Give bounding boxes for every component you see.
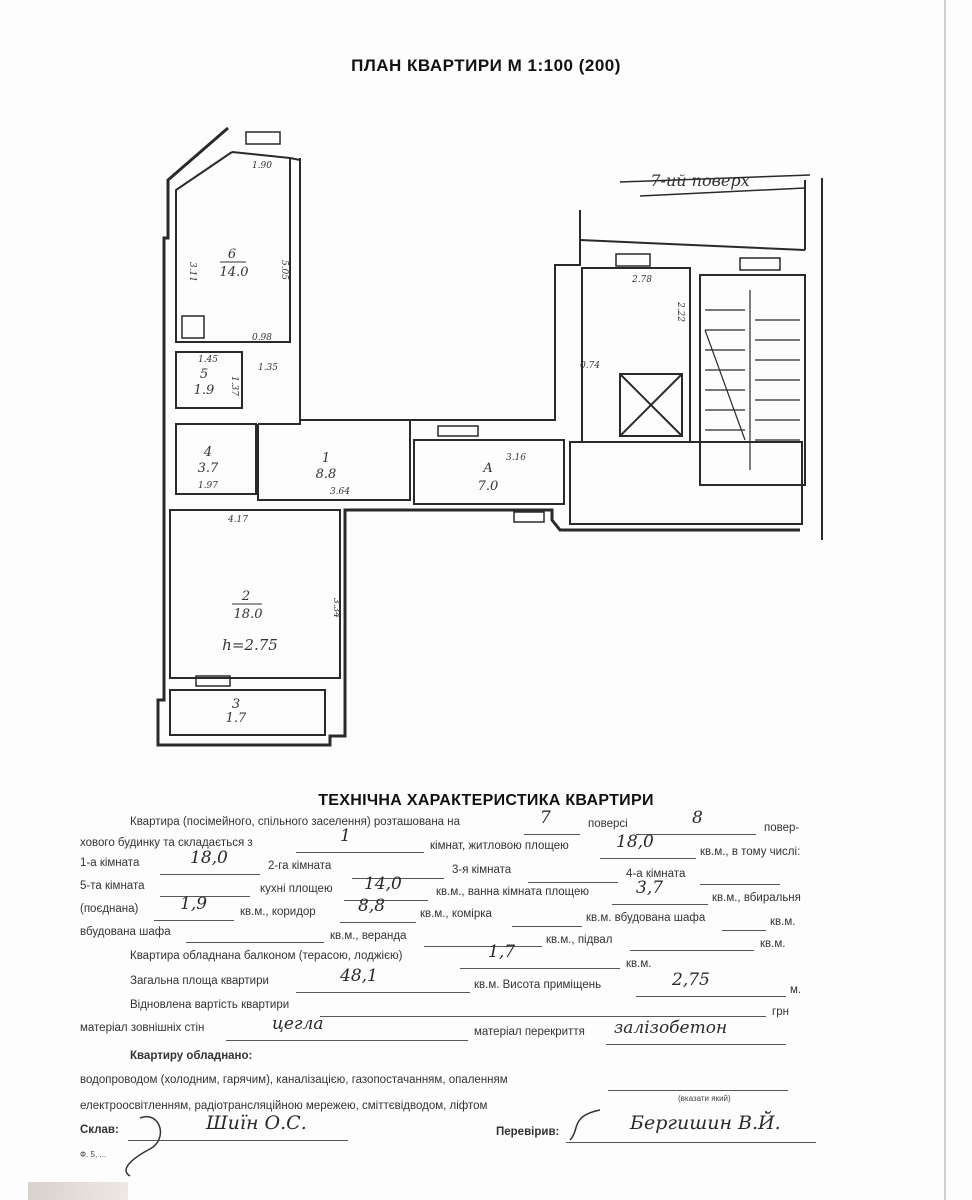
room-a-area: 7.0 [477,479,499,494]
dim-label: 0.74 [579,361,601,371]
line7-text-a: Квартира обладнана балконом (терасою, лоджією) [130,950,403,962]
line8-text-c: м. [790,984,802,996]
living-area-value: 18,0 [616,832,654,852]
dim-label: 3.34 [331,597,341,619]
room-a-number: А [483,461,493,476]
line5-text-d: кв.м. вбудована шафа [586,912,706,924]
dim-label: 2.78 [631,275,653,285]
line6-text-b: кв.м., веранда [330,930,407,942]
height-field [636,980,786,997]
checker-label: Перевірив: [496,1126,560,1138]
balcony-value: 1,7 [488,942,516,962]
line4-text-d: кв.м., вбиральня [712,892,801,904]
line9-text-a: Відновлена вартість квартири [130,999,290,1011]
balcony-field [460,952,620,969]
author-signature: Шиїн О.С. [206,1112,307,1134]
line10-text-a: матеріал зовнішніх стін [80,1022,205,1034]
dim-label: 3.11 [187,261,197,283]
rooms-count-value: 1 [340,826,351,846]
total-area-value: 48,1 [340,966,378,986]
dim-label: 1.97 [197,481,219,491]
plan-title: ПЛАН КВАРТИРИ М 1:100 (200) [351,56,621,75]
line3-text-a: 1-а кімната [80,857,140,869]
line5-text-c: кв.м., комірка [420,908,492,920]
dim-label: 0.98 [251,333,273,343]
room-2-number: 2 [241,589,251,604]
signature-strokes [100,1100,660,1180]
dim-label: 1.90 [251,161,273,171]
line4-text-c: кв.м., ванна кімната площею [436,886,590,898]
kitchen-value: 14,0 [364,874,402,894]
equipped-heading: Квартиру обладнано: [130,1050,253,1062]
basement-field [630,934,754,951]
line6-text-c: кв.м., підвал [546,934,613,946]
line1-text-a: Квартира (посімейного, спільного заселення) розташована на [130,816,461,828]
corridor-value: 8,8 [358,896,386,916]
walls-field [226,1024,468,1041]
line10-text-b: матеріал перекриття [474,1026,585,1038]
room-1-number: 1 [321,451,331,466]
walls-value: цегла [272,1014,324,1034]
dim-label: 3.16 [505,453,527,463]
line3-text-b: 2-га кімната [268,860,332,872]
line2-text-a: хового будинку та складається з [80,837,253,849]
dim-label: 2.22 [675,301,685,323]
toilet-value: 1,9 [180,894,208,914]
line3-text-d: 4-а кімната [626,868,686,880]
dim-label: 5.05 [279,259,289,281]
floor-note: 7-ий поверх [650,171,750,190]
room-1-area: 8.8 [315,467,337,482]
line1-text-b: поверсі [588,818,628,830]
room-4-area: 3.7 [197,461,219,476]
room3-field [528,866,618,883]
room-3-number: 3 [231,697,241,712]
line4-text-b: кухні площею [260,883,333,895]
height-value: 2,75 [672,970,710,990]
room-5-number: 5 [199,367,209,382]
bathroom-value: 3,7 [636,878,664,898]
line5-text-b: кв.м., коридор [240,906,316,918]
floors-total-value: 8 [692,808,703,828]
floor-field [524,818,580,835]
line6-text-a: вбудована шафа [80,926,171,938]
line5-text-e: кв.м. [770,916,796,928]
line5-text-a: (поєднана) [80,903,139,915]
line2-text-c: кв.м., в тому числі: [700,846,801,858]
characteristics-title: ТЕХНІЧНА ХАРАКТЕРИСТИКА КВАРТИРИ [318,792,654,809]
line3-text-c: 3-я кімната [452,864,512,876]
utilities-text-2: електроосвітленням, радіотрансляційною мережею, сміттєвідводом, ліфтом [80,1100,488,1112]
room-6-number: 6 [227,247,237,262]
author-label: Склав: [80,1124,119,1136]
heating-note: (вказати який) [678,1094,731,1103]
line1-text-c: повер- [764,822,800,834]
room4-field [700,868,780,885]
room-height-note: h=2.75 [222,636,278,654]
value-field [320,1000,766,1017]
total-area-field [296,976,470,993]
ceiling-value: залізобетон [614,1018,728,1038]
dim-label: 1.35 [257,363,279,373]
heating-field [608,1074,788,1091]
room-4-number: 4 [203,445,213,460]
utilities-text: водопроводом (холодним, гарячим), каналізацією, газопостачанням, опаленням [80,1074,508,1086]
wardrobe-field [722,914,766,931]
veranda-field [424,930,542,947]
rooms-count-field [296,836,424,853]
line8-text-a: Загальна площа квартири [130,975,269,987]
wardrobe2-field [186,926,324,943]
line7-text-b: кв.м. [626,958,652,970]
room-5-area: 1.9 [193,383,215,398]
floor-value: 7 [540,808,551,828]
line2-text-b: кімнат, житловою площею [430,840,569,852]
line9-text-b: грн [772,1006,789,1018]
room-3-area: 1.7 [225,711,247,726]
dim-label: 1.37 [229,375,239,397]
dim-label: 4.17 [227,515,249,525]
dim-label: 3.64 [329,487,351,497]
form-footer: Ф. 5, ... [80,1150,107,1159]
checker-signature: Бергишин В.Й. [630,1112,781,1134]
line6-text-d: кв.м. [760,938,786,950]
room1-value: 18,0 [190,848,228,868]
dim-label: 1.45 [197,355,219,365]
storage-field [512,910,582,927]
room-2-area: 18.0 [233,607,263,622]
line8-text-b: кв.м. Висота приміщень [474,979,602,991]
page-corner [28,1182,128,1200]
line4-text-a: 5-та кімната [80,880,145,892]
room-6-area: 14.0 [219,265,249,280]
